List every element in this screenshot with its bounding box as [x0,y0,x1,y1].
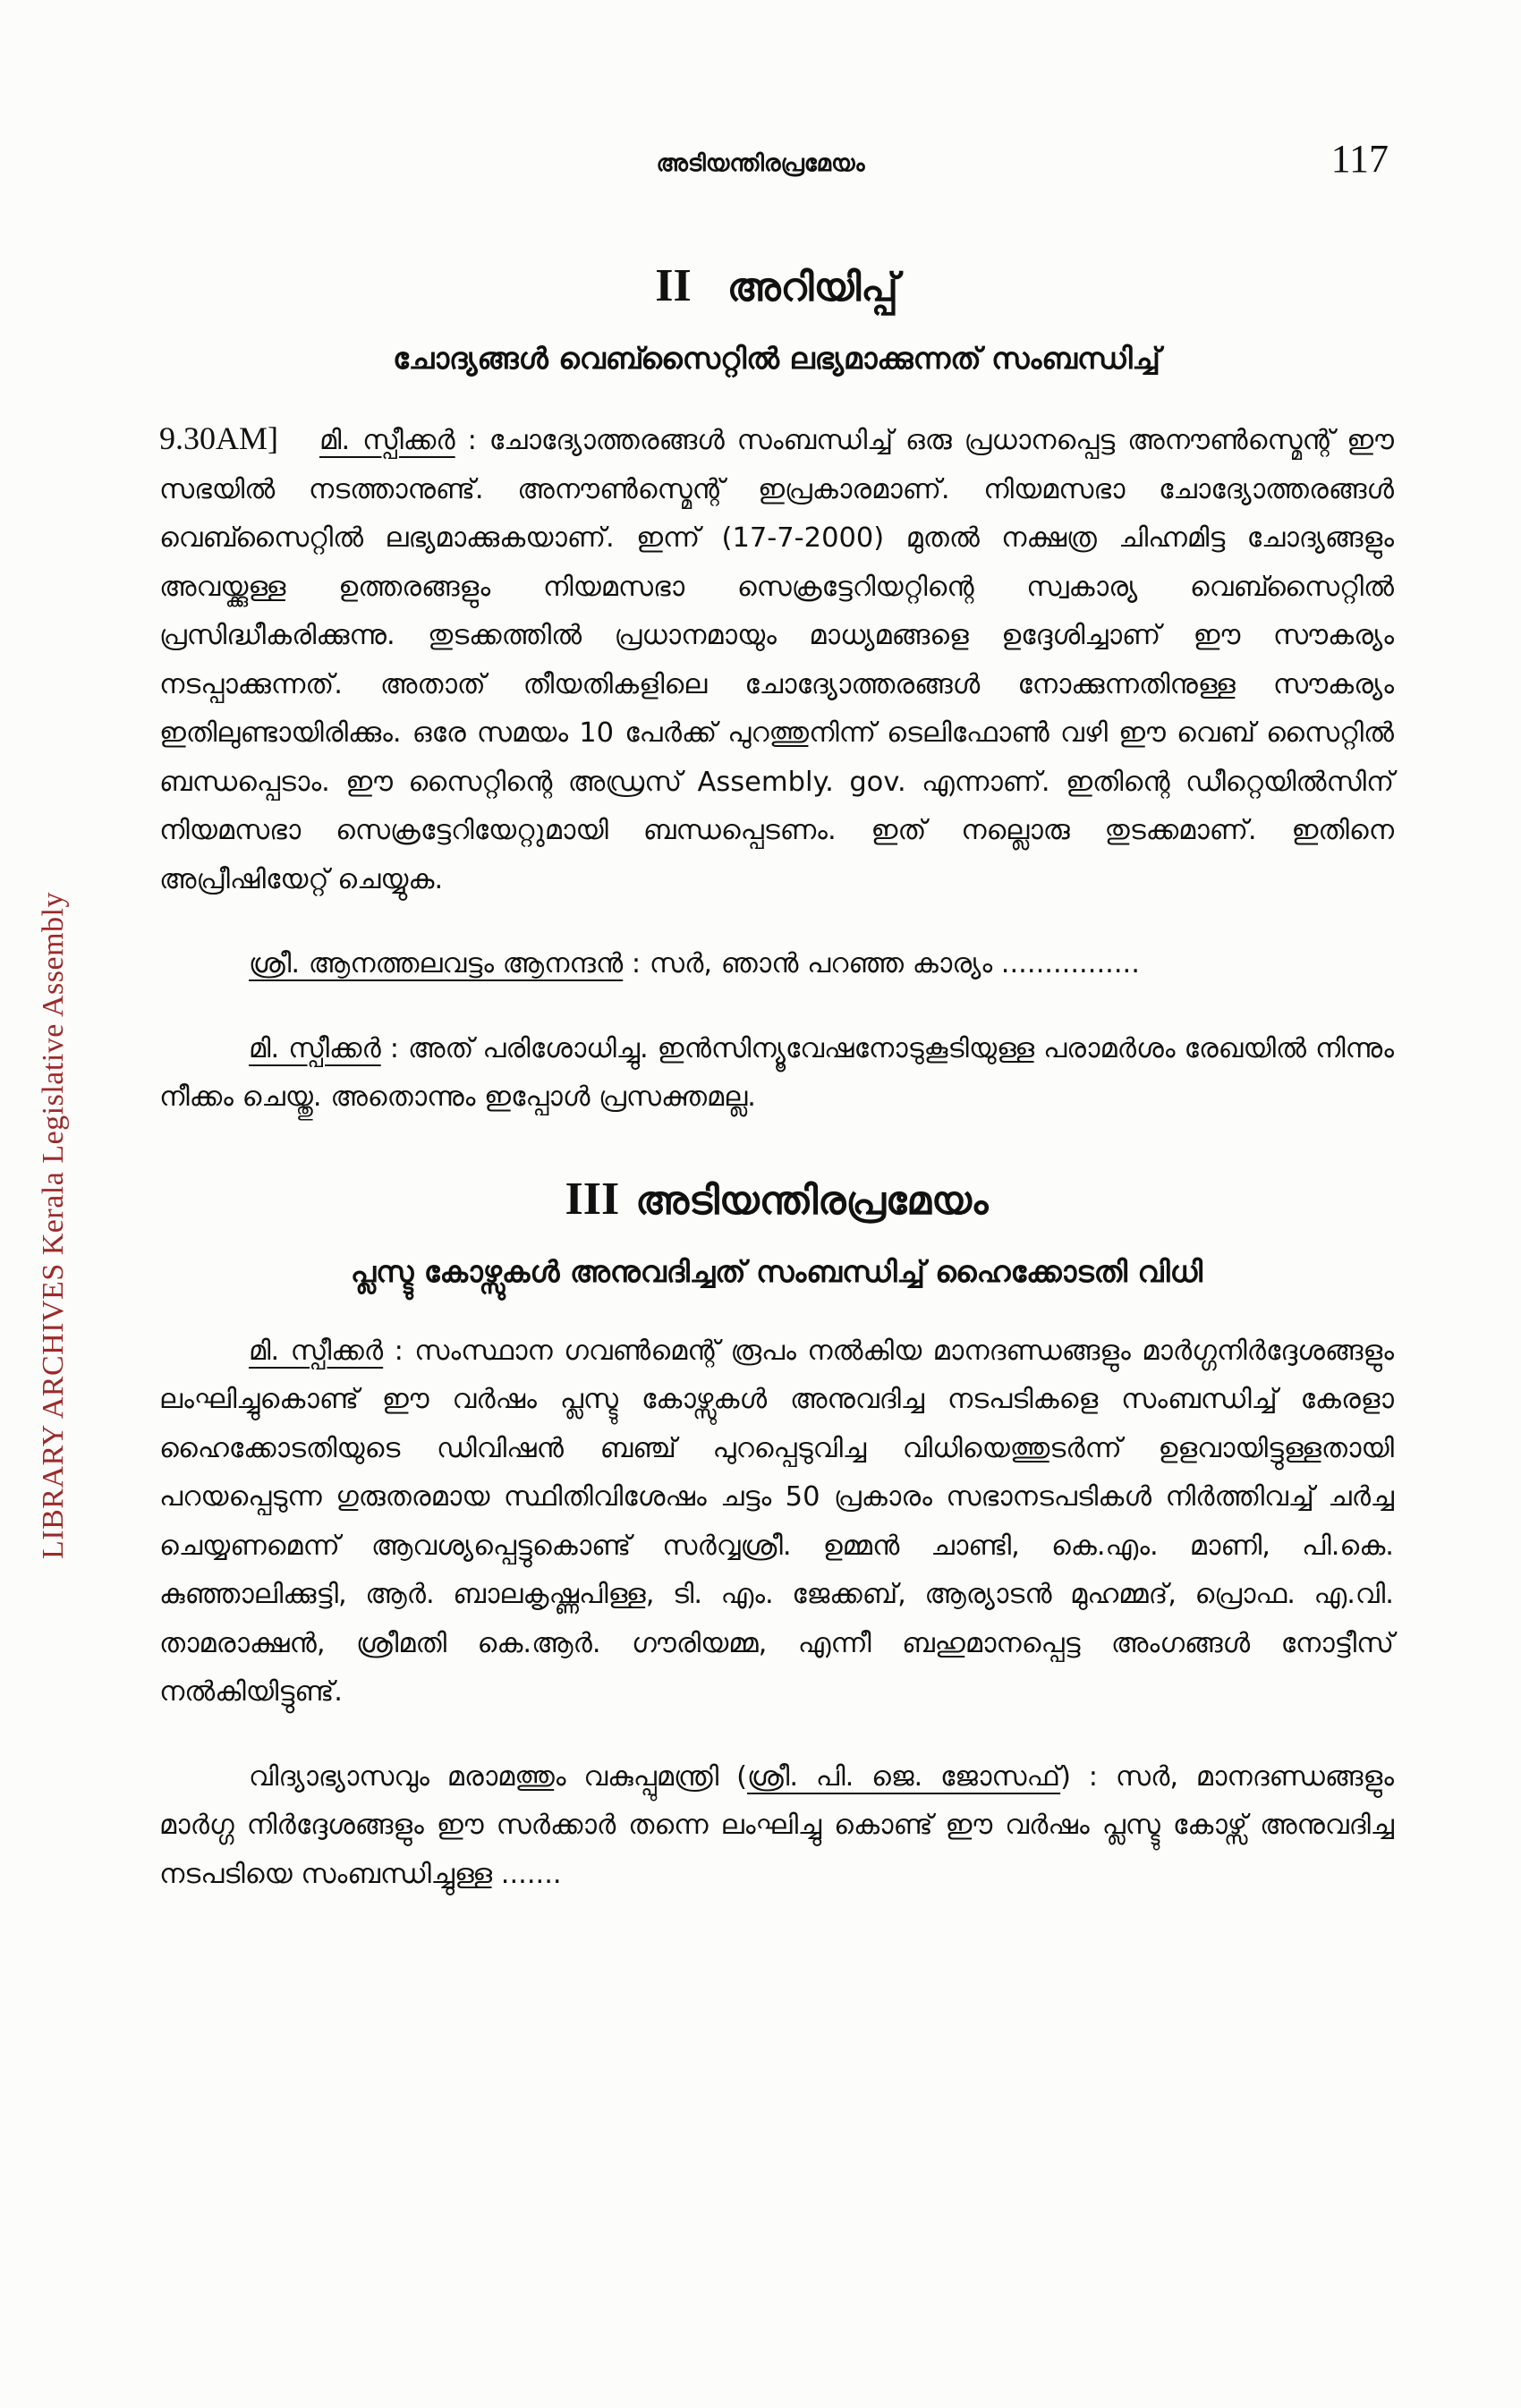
section-heading: അറിയിപ്പ് [727,265,898,310]
speech-paragraph [159,414,1394,904]
page-content [159,259,1394,1899]
time-stamp: 9.30AM] [159,420,278,456]
speech-text: ) : സർ, മാനദണ്ഡങ്ങളും മാർഗ്ഗ നിർദ്ദേശങ്ങളും ഈ സർക്കാർ തന്നെ ലംഘിച്ചു കൊണ്ട് ഈ വർഷം പ്ലസ്ടു കോഴ്സ് അനുവദിച്ച നടപടിയെ സംബന്ധിച്ചുള്ള ....... [159,1760,1394,1890]
running-head: അടിയന്തിരപ്രമേയം [656,150,865,177]
speech-text: : സംസ്ഥാന ഗവൺമെന്റ് രൂപം നൽകിയ മാനദണ്ഡങ്ങളും മാർഗ്ഗനിർദ്ദേശങ്ങളും ലംഘിച്ചുകൊണ്ട് ഈ വർഷം പ്ലസ്ടു കോഴ്സുകൾ അനുവദിച്ച നടപടികളെ സംബന്ധിച്ച് കേരളാ ഹൈക്കോടതിയുടെ ഡിവിഷൻ ബഞ്ച് പുറപ്പെടുവിച്ച വിധിയെത്തുടർന്ന് ഉളവായിട്ടുള്ളതായി പറയപ്പെടുന്ന ഗുരുതരമായ സ്ഥിതിവിശേഷം ചട്ടം 50 പ്രകാരം സഭാനടപടികൾ നിർത്തിവച്ച് ചർച്ച ചെയ്യണമെന്ന് ആവശ്യപ്പെട്ടുകൊണ്ട് സർവ്വശ്രീ. ഉമ്മൻ ചാണ്ടി, കെ.എം. മാണി, പി.കെ. കുഞ്ഞാലിക്കുട്ടി, ആർ. ബാലകൃഷ്ണപിള്ള, ടി. എം. ജേക്കബ്, ആര്യാടൻ മുഹമ്മദ്, പ്രൊഫ. എ.വി. താമരാക്ഷൻ, ശ്രീമതി കെ.ആർ. ഗൗരിയമ്മ, എന്നീ ബഹുമാനപ്പെട്ട അംഗങ്ങൾ നോട്ടീസ് നൽകിയിട്ടുണ്ട്. [159,1335,1394,1708]
subheading-website-questions: ചോദ്യങ്ങൾ വെബ്സൈറ്റിൽ ലഭ്യമാക്കുന്നത് സംബന്ധിച്ച് [393,341,1160,376]
section-heading: അടിയന്തിരപ്രമേയം [635,1177,989,1224]
speaker-name: ശ്രീ. പി. ജെ. ജോസഫ് [747,1760,1061,1793]
archive-watermark [27,823,81,1628]
speaker-name: മി. സ്പീക്കർ [319,425,455,456]
page-number: 117 [1330,137,1389,181]
speech-paragraph [159,1327,1394,1717]
speech-paragraph [159,1753,1394,1900]
section-number: II [655,260,692,311]
subheading-plus-two-verdict: പ്ലസ്ടു കോഴ്സുകൾ അനുവദിച്ചത് സംബന്ധിച്ച് ഹൈക്കോടതി വിധി [350,1253,1203,1289]
speaker-name: ശ്രീ. ആനത്തലവട്ടം ആനന്ദൻ [249,948,624,979]
speech-text: : ചോദ്യോത്തരങ്ങൾ സംബന്ധിച്ച് ഒരു പ്രധാനപ്പെട്ട അനൗൺസ്മെന്റ് ഈ സഭയിൽ നടത്താനുണ്ട്. അനൗൺസ്മെന്റ് ഇപ്രകാരമാണ്. നിയമസഭാ ചോദ്യോത്തരങ്ങൾ വെബ്സൈറ്റിൽ ലഭ്യമാക്കുകയാണ്. ഇന്ന് (17-7-2000) മുതൽ നക്ഷത്ര ചിഹ്നമിട്ട ചോദ്യങ്ങളും അവയ്ക്കുള്ള ഉത്തരങ്ങളും നിയമസഭാ സെക്രട്ടേറിയറ്റിന്റെ സ്വകാര്യ വെബ്സൈറ്റിൽ പ്രസിദ്ധീകരിക്കുന്നു. തുടക്കത്തിൽ പ്രധാനമായും മാധ്യമങ്ങളെ ഉദ്ദേശിച്ചാണ് ഈ സൗകര്യം നടപ്പാക്കുന്നത്. അതാത് തീയതികളിലെ ചോദ്യോത്തരങ്ങൾ നോക്കുന്നതിനുള്ള സൗകര്യം ഇതിലുണ്ടായിരിക്കും. ഒരേ സമയം 10 പേർക്ക് പുറത്തുനിന്ന് ടെലിഫോൺ വഴി ഈ വെബ് സൈറ്റിൽ ബന്ധപ്പെടാം. ഈ സൈറ്റിന്റെ അഡ്രസ് Assembly. gov. എന്നാണ്. ഇതിന്റെ ഡീറ്റെയിൽസിന് നിയമസഭാ സെക്രട്ടേറിയേറ്റുമായി ബന്ധപ്പെടണം. ഇത് നല്ലൊരു തുടക്കമാണ്. ഇതിനെ അപ്രീഷിയേറ്റ് ചെയ്യുക. [159,425,1394,895]
watermark-text: LIBRARY ARCHIVES Kerala Legislative Assembly [37,891,71,1560]
speech-paragraph [159,940,1394,989]
speech-text: : അത് പരിശോധിച്ചു. ഇൻസിന്യൂവേഷനോടുകൂടിയുള്ള പരാമർശം രേഖയിൽ നിന്നും നീക്കം ചെയ്തു. അതൊന്നും ഇപ്പോൾ പ്രസക്തമല്ല. [159,1032,1394,1113]
speaker-designation: വിദ്യാഭ്യാസവും മരാമത്തും വകുപ്പുമന്ത്രി ( [249,1760,747,1793]
section-title-announcement [159,259,1394,312]
speech-paragraph [159,1025,1394,1123]
section-number: III [565,1173,620,1225]
speech-text: : സർ, ഞാൻ പറഞ്ഞ കാര്യം ................ [623,948,1140,979]
section-title-adjournment-motion [159,1173,1394,1225]
speaker-name: മി. സ്പീക്കർ [249,1032,381,1064]
speaker-name: മി. സ്പീക്കർ [249,1335,384,1367]
